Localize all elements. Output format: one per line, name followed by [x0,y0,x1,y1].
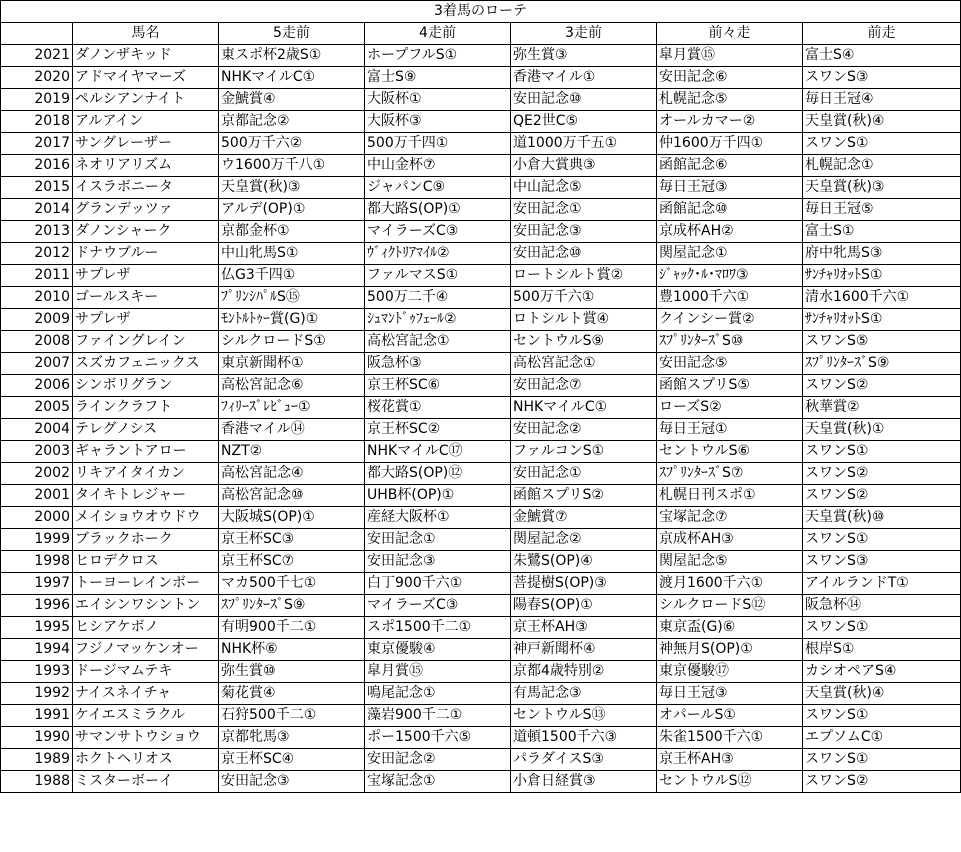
table-row [1,221,961,243]
race-5-before-cell: NZT② [219,441,365,463]
race-last-cell: スワンS① [803,441,961,463]
race-3-before-cell: 中山記念⑤ [511,177,657,199]
race-4-before-cell: 高松宮記念① [365,331,511,353]
race-5-before-cell: 京都金杯① [219,221,365,243]
race-5-before-cell: ｽﾌﾟﾘﾝﾀｰｽﾞS⑨ [219,595,365,617]
race-4-before-cell: スポ1500千二① [365,617,511,639]
race-5-before-cell: 大阪城S(OP)① [219,507,365,529]
header-3-before: 3走前 [511,23,657,45]
race-3-before-cell: 道1000万千五① [511,133,657,155]
race-4-before-cell: ｳﾞｨｸﾄﾘｱﾏｲﾙ② [365,243,511,265]
year-cell: 2014 [1,199,73,221]
year-cell: 2000 [1,507,73,529]
race-4-before-cell: NHKマイルC⑰ [365,441,511,463]
horse-name-cell: ファイングレイン [73,331,219,353]
race-2-before-cell: 函館記念⑥ [657,155,803,177]
horse-name-cell: グランデッツァ [73,199,219,221]
race-4-before-cell: 都大路S(OP)① [365,199,511,221]
race-3-before-cell: 有馬記念③ [511,683,657,705]
year-cell: 2003 [1,441,73,463]
year-cell: 1994 [1,639,73,661]
table-row [1,705,961,727]
race-last-cell: 府中牝馬S③ [803,243,961,265]
year-cell: 2007 [1,353,73,375]
race-2-before-cell: 毎日王冠① [657,419,803,441]
table-row [1,243,961,265]
race-5-before-cell: 有明900千二① [219,617,365,639]
race-4-before-cell: 大阪杯① [365,89,511,111]
year-cell: 2020 [1,67,73,89]
race-4-before-cell: 安田記念② [365,749,511,771]
race-5-before-cell: 京都牝馬③ [219,727,365,749]
race-5-before-cell: ウ1600万千八① [219,155,365,177]
race-4-before-cell: 白丁900千六① [365,573,511,595]
year-cell: 2012 [1,243,73,265]
horse-name-cell: ダノンシャーク [73,221,219,243]
table-title-row [1,1,961,23]
year-cell: 2005 [1,397,73,419]
table-row [1,353,961,375]
race-5-before-cell: ﾌｨﾘｰｽﾞﾚﾋﾞｭｰ① [219,397,365,419]
race-3-before-cell: 安田記念② [511,419,657,441]
race-5-before-cell: 京王杯SC③ [219,529,365,551]
race-3-before-cell: 小倉大賞典③ [511,155,657,177]
header-2-before: 前々走 [657,23,803,45]
race-4-before-cell: 桜花賞① [365,397,511,419]
horse-name-cell: ブラックホーク [73,529,219,551]
race-4-before-cell: ポー1500千六⑤ [365,727,511,749]
horse-name-cell: ペルシアンナイト [73,89,219,111]
race-4-before-cell: 500万二千④ [365,287,511,309]
race-last-cell: スワンS② [803,463,961,485]
race-5-before-cell: 天皇賞(秋)③ [219,177,365,199]
horse-name-cell: フジノマッケンオー [73,639,219,661]
table-row [1,45,961,67]
horse-name-cell: スズカフェニックス [73,353,219,375]
table-row [1,595,961,617]
race-4-before-cell: 宝塚記念① [365,771,511,793]
table-row [1,551,961,573]
race-5-before-cell: 中山牝馬S① [219,243,365,265]
race-4-before-cell: 鳴尾記念① [365,683,511,705]
header-4-before: 4走前 [365,23,511,45]
year-cell: 2004 [1,419,73,441]
race-4-before-cell: 富士S⑨ [365,67,511,89]
table-row [1,375,961,397]
race-3-before-cell: NHKマイルC① [511,397,657,419]
race-2-before-cell: 東京優駿⑰ [657,661,803,683]
horse-name-cell: テレグノシス [73,419,219,441]
race-4-before-cell: 京王杯SC⑥ [365,375,511,397]
race-5-before-cell: アルデ(OP)① [219,199,365,221]
race-3-before-cell: 菩提樹S(OP)③ [511,573,657,595]
race-2-before-cell: オールカマー② [657,111,803,133]
race-2-before-cell: ｽﾌﾟﾘﾝﾀｰｽﾞS⑦ [657,463,803,485]
race-4-before-cell: 皐月賞⑮ [365,661,511,683]
table-row [1,265,961,287]
race-4-before-cell: 安田記念③ [365,551,511,573]
race-5-before-cell: シルクロードS① [219,331,365,353]
race-3-before-cell: 安田記念⑩ [511,243,657,265]
year-cell: 1993 [1,661,73,683]
race-4-before-cell: 京王杯SC② [365,419,511,441]
race-5-before-cell: 高松宮記念⑩ [219,485,365,507]
year-cell: 1995 [1,617,73,639]
horse-name-cell: ダノンザキッド [73,45,219,67]
table-row [1,89,961,111]
race-4-before-cell: ｼｭﾏﾝﾄﾞｩﾌｪｰﾙ② [365,309,511,331]
table-row [1,749,961,771]
race-3-before-cell: 陽春S(OP)① [511,595,657,617]
header-5-before: 5走前 [219,23,365,45]
table-row [1,771,961,793]
year-cell: 2017 [1,133,73,155]
year-cell: 1997 [1,573,73,595]
race-5-before-cell: マカ500千七① [219,573,365,595]
table-row [1,331,961,353]
race-last-cell: スワンS① [803,133,961,155]
year-cell: 1999 [1,529,73,551]
race-2-before-cell: 豊1000千六① [657,287,803,309]
race-3-before-cell: 京王杯AH③ [511,617,657,639]
race-last-cell: スワンS② [803,485,961,507]
race-last-cell: ｻﾝﾁｬﾘｵｯﾄS① [803,309,961,331]
table-row [1,485,961,507]
race-3-before-cell: ロトシルト賞④ [511,309,657,331]
race-3-before-cell: 函館スプリS② [511,485,657,507]
race-3-before-cell: 小倉日経賞③ [511,771,657,793]
race-5-before-cell: 京王杯SC④ [219,749,365,771]
horse-name-cell: メイショウオウドウ [73,507,219,529]
horse-name-cell: ギャラントアロー [73,441,219,463]
race-4-before-cell: マイラーズC③ [365,221,511,243]
race-5-before-cell: ﾓﾝﾄﾙﾄｩｰ賞(G)① [219,309,365,331]
year-cell: 2013 [1,221,73,243]
year-cell: 2002 [1,463,73,485]
header-last: 前走 [803,23,961,45]
race-5-before-cell: ﾌﾟﾘﾝｼﾊﾟﾙS⑮ [219,287,365,309]
year-cell: 2015 [1,177,73,199]
horse-name-cell: イスラボニータ [73,177,219,199]
year-cell: 1996 [1,595,73,617]
race-5-before-cell: 香港マイル⑭ [219,419,365,441]
race-5-before-cell: 金鯱賞④ [219,89,365,111]
horse-name-cell: サングレーザー [73,133,219,155]
race-last-cell: 天皇賞(秋)④ [803,683,961,705]
race-4-before-cell: 藻岩900千二① [365,705,511,727]
race-2-before-cell: 京王杯AH③ [657,749,803,771]
race-3-before-cell: ファルコンS① [511,441,657,463]
race-5-before-cell: 菊花賞④ [219,683,365,705]
race-5-before-cell: 東スポ杯2歳S① [219,45,365,67]
race-5-before-cell: 500万千六② [219,133,365,155]
race-last-cell: 天皇賞(秋)④ [803,111,961,133]
race-last-cell: スワンS② [803,771,961,793]
race-2-before-cell: 朱雀1500千六① [657,727,803,749]
race-3-before-cell: セントウルS⑬ [511,705,657,727]
race-2-before-cell: 函館スプリS⑤ [657,375,803,397]
race-2-before-cell: 関屋記念⑤ [657,551,803,573]
race-last-cell: スワンS① [803,705,961,727]
race-4-before-cell: 東京優駿④ [365,639,511,661]
race-3-before-cell: 金鯱賞⑦ [511,507,657,529]
race-5-before-cell: 京都記念② [219,111,365,133]
race-4-before-cell: 中山金杯⑦ [365,155,511,177]
year-cell: 1998 [1,551,73,573]
horse-name-cell: アドマイヤマーズ [73,67,219,89]
race-3-before-cell: 道頓1500千六③ [511,727,657,749]
horse-name-cell: ケイエスミラクル [73,705,219,727]
race-last-cell: 毎日王冠⑤ [803,199,961,221]
horse-name-cell: ラインクラフト [73,397,219,419]
race-2-before-cell: 札幌記念⑤ [657,89,803,111]
table-row [1,133,961,155]
race-last-cell: スワンS① [803,749,961,771]
race-3-before-cell: パラダイスS③ [511,749,657,771]
race-5-before-cell: 仏G3千四① [219,265,365,287]
table-row [1,683,961,705]
race-5-before-cell: 高松宮記念⑥ [219,375,365,397]
race-last-cell: エプソムC① [803,727,961,749]
horse-name-cell: ナイスネイチャ [73,683,219,705]
horse-name-cell: ヒシアケボノ [73,617,219,639]
race-last-cell: 天皇賞(秋)⑩ [803,507,961,529]
year-cell: 2001 [1,485,73,507]
race-5-before-cell: 京王杯SC⑦ [219,551,365,573]
race-2-before-cell: 函館記念⑩ [657,199,803,221]
race-last-cell: 天皇賞(秋)① [803,419,961,441]
horse-name-cell: ネオリアリズム [73,155,219,177]
race-2-before-cell: オパールS① [657,705,803,727]
year-cell: 2019 [1,89,73,111]
race-last-cell: 根岸S① [803,639,961,661]
race-3-before-cell: 朱鷺S(OP)④ [511,551,657,573]
race-last-cell: 秋華賞② [803,397,961,419]
race-last-cell: 札幌記念① [803,155,961,177]
table-row [1,287,961,309]
horse-name-cell: ドージマムテキ [73,661,219,683]
table-title: 3着馬のローテ [1,1,961,23]
race-4-before-cell: 産経大阪杯① [365,507,511,529]
race-3-before-cell: ロートシルト賞② [511,265,657,287]
table-row [1,727,961,749]
race-3-before-cell: 神戸新聞杯④ [511,639,657,661]
race-2-before-cell: セントウルS⑫ [657,771,803,793]
horse-name-cell: サプレザ [73,265,219,287]
year-cell: 1991 [1,705,73,727]
race-2-before-cell: ｼﾞｬｯｸ･ﾙ･ﾏﾛﾜ③ [657,265,803,287]
race-last-cell: スワンS③ [803,551,961,573]
year-cell: 2021 [1,45,73,67]
header-horse: 馬名 [73,23,219,45]
race-last-cell: 清水1600千六① [803,287,961,309]
race-2-before-cell: クインシー賞② [657,309,803,331]
year-cell: 2010 [1,287,73,309]
race-3-before-cell: 安田記念① [511,199,657,221]
race-2-before-cell: 毎日王冠③ [657,177,803,199]
race-4-before-cell: マイラーズC③ [365,595,511,617]
horse-name-cell: シンボリグラン [73,375,219,397]
race-last-cell: アイルランドT① [803,573,961,595]
race-4-before-cell: 500万千四① [365,133,511,155]
table-row [1,177,961,199]
race-2-before-cell: ローズS② [657,397,803,419]
horse-name-cell: アルアイン [73,111,219,133]
race-2-before-cell: 宝塚記念⑦ [657,507,803,529]
year-cell: 1988 [1,771,73,793]
race-2-before-cell: 関屋記念① [657,243,803,265]
race-4-before-cell: UHB杯(OP)① [365,485,511,507]
year-cell: 1990 [1,727,73,749]
race-3-before-cell: 安田記念① [511,463,657,485]
horse-name-cell: ヒロデクロス [73,551,219,573]
race-5-before-cell: 東京新聞杯① [219,353,365,375]
race-2-before-cell: 安田記念⑥ [657,67,803,89]
race-4-before-cell: ファルマスS① [365,265,511,287]
race-2-before-cell: ｽﾌﾟﾘﾝﾀｰｽﾞS⑩ [657,331,803,353]
horse-name-cell: サマンサトウショウ [73,727,219,749]
year-cell: 2011 [1,265,73,287]
table-row [1,507,961,529]
race-last-cell: カシオペアS④ [803,661,961,683]
race-4-before-cell: 安田記念① [365,529,511,551]
race-3-before-cell: セントウルS⑨ [511,331,657,353]
table-row [1,111,961,133]
race-last-cell: スワンS② [803,375,961,397]
race-3-before-cell: 関屋記念② [511,529,657,551]
race-4-before-cell: 大阪杯③ [365,111,511,133]
horse-name-cell: ドナウブルー [73,243,219,265]
race-2-before-cell: 安田記念⑤ [657,353,803,375]
table-row [1,441,961,463]
year-cell: 1992 [1,683,73,705]
race-last-cell: ｻﾝﾁｬﾘｵｯﾄS① [803,265,961,287]
race-last-cell: 天皇賞(秋)③ [803,177,961,199]
race-3-before-cell: 安田記念⑦ [511,375,657,397]
race-last-cell: スワンS③ [803,67,961,89]
table-row [1,529,961,551]
horse-name-cell: ミスターボーイ [73,771,219,793]
horse-name-cell: ゴールスキー [73,287,219,309]
year-cell: 1989 [1,749,73,771]
year-cell: 2006 [1,375,73,397]
race-3-before-cell: 安田記念⑩ [511,89,657,111]
table-row [1,419,961,441]
horse-name-cell: ホクトヘリオス [73,749,219,771]
race-2-before-cell: 京成杯AH② [657,221,803,243]
race-last-cell: スワンS⑤ [803,331,961,353]
race-2-before-cell: 毎日王冠③ [657,683,803,705]
race-5-before-cell: 石狩500千二① [219,705,365,727]
race-4-before-cell: ホープフルS① [365,45,511,67]
table-row [1,639,961,661]
race-last-cell: 富士S④ [803,45,961,67]
header-year [1,23,73,45]
race-3-before-cell: 弥生賞③ [511,45,657,67]
race-2-before-cell: 札幌日刊スポ① [657,485,803,507]
header-row [1,23,961,45]
year-cell: 2018 [1,111,73,133]
year-cell: 2008 [1,331,73,353]
race-last-cell: 阪急杯⑭ [803,595,961,617]
race-last-cell: 富士S① [803,221,961,243]
race-last-cell: スワンS① [803,529,961,551]
horse-name-cell: トーヨーレインボー [73,573,219,595]
table-row [1,155,961,177]
race-3-before-cell: 500万千六① [511,287,657,309]
race-3-before-cell: QE2世C⑤ [511,111,657,133]
race-4-before-cell: 都大路S(OP)⑫ [365,463,511,485]
race-4-before-cell: 阪急杯③ [365,353,511,375]
race-last-cell: 毎日王冠④ [803,89,961,111]
table-row [1,309,961,331]
race-5-before-cell: NHK杯⑥ [219,639,365,661]
race-2-before-cell: 京成杯AH③ [657,529,803,551]
horse-name-cell: エイシンワシントン [73,595,219,617]
race-3-before-cell: 香港マイル① [511,67,657,89]
race-2-before-cell: シルクロードS⑫ [657,595,803,617]
race-5-before-cell: NHKマイルC① [219,67,365,89]
horse-name-cell: サプレザ [73,309,219,331]
race-5-before-cell: 弥生賞⑩ [219,661,365,683]
table-row [1,617,961,639]
race-3-before-cell: 京都4歳特別② [511,661,657,683]
race-2-before-cell: セントウルS⑥ [657,441,803,463]
table-row [1,67,961,89]
year-cell: 2009 [1,309,73,331]
table-row [1,463,961,485]
table-row [1,397,961,419]
year-cell: 2016 [1,155,73,177]
race-3-before-cell: 安田記念③ [511,221,657,243]
race-2-before-cell: 渡月1600千六① [657,573,803,595]
race-5-before-cell: 高松宮記念④ [219,463,365,485]
horse-name-cell: リキアイタイカン [73,463,219,485]
race-2-before-cell: 皐月賞⑮ [657,45,803,67]
race-2-before-cell: 東京盃(G)⑥ [657,617,803,639]
race-2-before-cell: 神無月S(OP)① [657,639,803,661]
race-2-before-cell: 仲1600万千四① [657,133,803,155]
race-3-before-cell: 高松宮記念① [511,353,657,375]
table-row [1,573,961,595]
race-5-before-cell: 安田記念③ [219,771,365,793]
race-4-before-cell: ジャパンC⑨ [365,177,511,199]
horse-name-cell: タイキトレジャー [73,485,219,507]
race-last-cell: スワンS① [803,617,961,639]
race-last-cell: ｽﾌﾟﾘﾝﾀｰｽﾞS⑨ [803,353,961,375]
table-row [1,661,961,683]
table-row [1,199,961,221]
